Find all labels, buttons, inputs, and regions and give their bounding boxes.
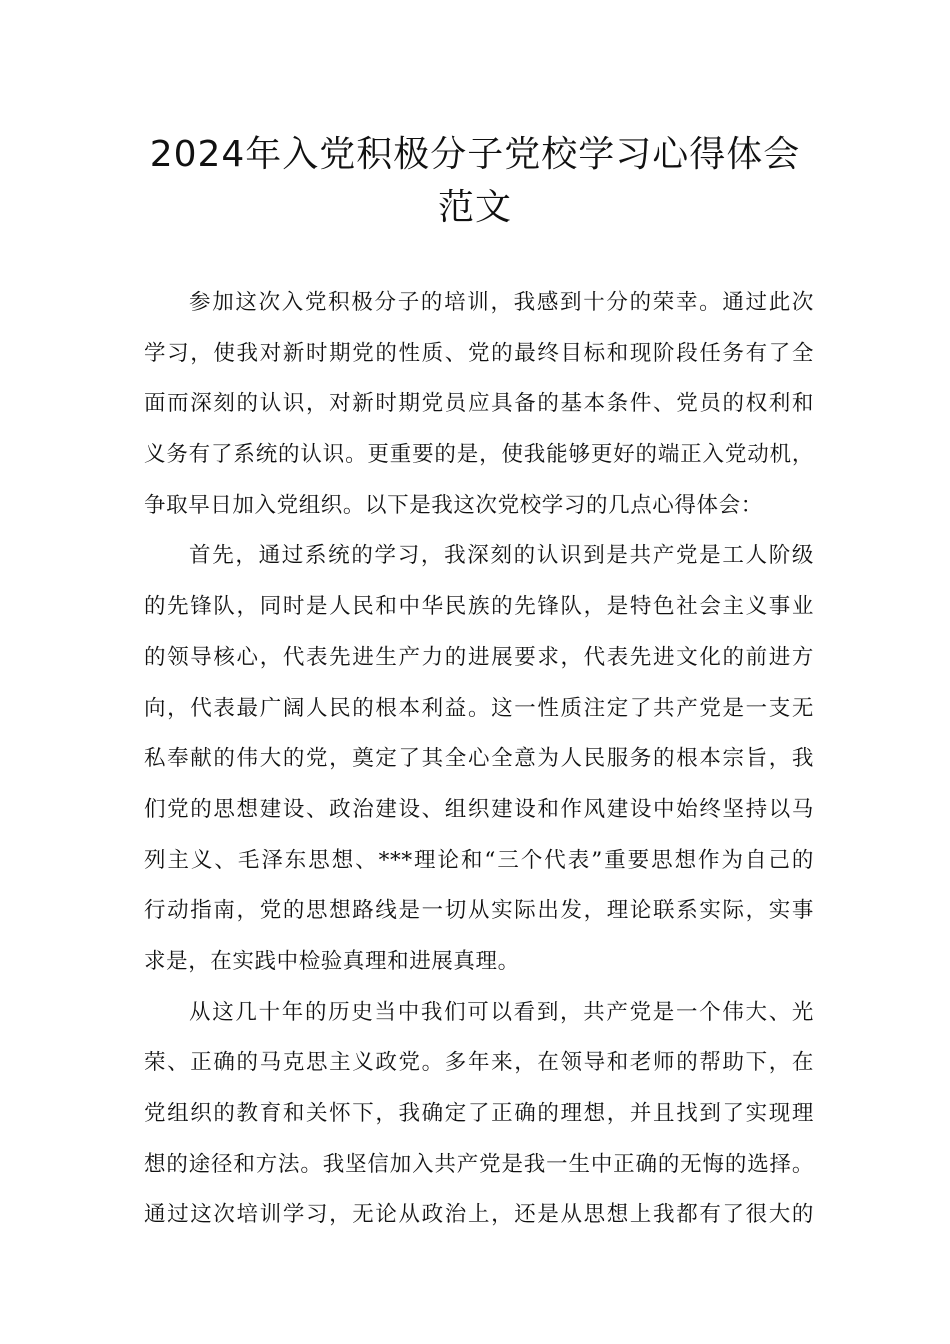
paragraph-1 [144, 278, 814, 531]
paragraph-line: 的领导核心，代表先进生产力的进展要求，代表先进文化的前进方 [144, 644, 814, 670]
paragraph-line: 的先锋队，同时是人民和中华民族的先锋队，是特色社会主义事业 [144, 594, 814, 620]
paragraph-line: 学习，使我对新时期党的性质、党的最终目标和现阶段任务有了全 [144, 340, 814, 366]
paragraph-line: 从这几十年的历史当中我们可以看到，共产党是一个伟大、光 [189, 999, 814, 1025]
document-body [144, 278, 814, 1241]
paragraph-line: 行动指南，党的思想路线是一切从实际出发，理论联系实际，实事 [144, 898, 814, 924]
title-line-1: 2024年入党积极分子党校学习心得体会 [149, 134, 801, 175]
paragraph-line: 私奉献的伟大的党，奠定了其全心全意为人民服务的根本宗旨，我 [144, 746, 814, 772]
paragraph-line: 们党的思想建设、政治建设、组织建设和作风建设中始终坚持以马 [144, 796, 814, 822]
paragraph-line: 首先，通过系统的学习，我深刻的认识到是共产党是工人阶级 [189, 543, 814, 569]
paragraph-line: 荣、正确的马克思主义政党。多年来，在领导和老师的帮助下，在 [144, 1050, 814, 1076]
paragraph-line: 向，代表最广阔人民的根本利益。这一性质注定了共产党是一支无 [144, 695, 814, 721]
paragraph-2 [144, 531, 814, 987]
paragraph-line: 义务有了系统的认识。更重要的是，使我能够更好的端正入党动机， [144, 442, 814, 468]
paragraph-line: 想的途径和方法。我坚信加入共产党是我一生中正确的无悔的选择。 [144, 1151, 814, 1177]
paragraph-line: 党组织的教育和关怀下，我确定了正确的理想，并且找到了实现理 [144, 1101, 814, 1126]
document-title [100, 128, 850, 234]
paragraph-line: 列主义、毛泽东思想、***理论和“三个代表”重要思想作为自己的 [144, 847, 814, 873]
paragraph-3 [144, 988, 814, 1241]
paragraph-line: 争取早日加入党组织。以下是我这次党校学习的几点心得体会： [144, 492, 763, 518]
paragraph-line: 通过这次培训学习，无论从政治上，还是从思想上我都有了很大的 [144, 1202, 814, 1228]
paragraph-line: 面而深刻的认识，对新时期党员应具备的基本条件、党员的权利和 [144, 391, 814, 417]
title-line-2: 范文 [437, 187, 512, 228]
paragraph-line: 参加这次入党积极分子的培训，我感到十分的荣幸。通过此次 [189, 290, 814, 315]
paragraph-line: 求是，在实践中检验真理和进展真理。 [144, 948, 520, 974]
